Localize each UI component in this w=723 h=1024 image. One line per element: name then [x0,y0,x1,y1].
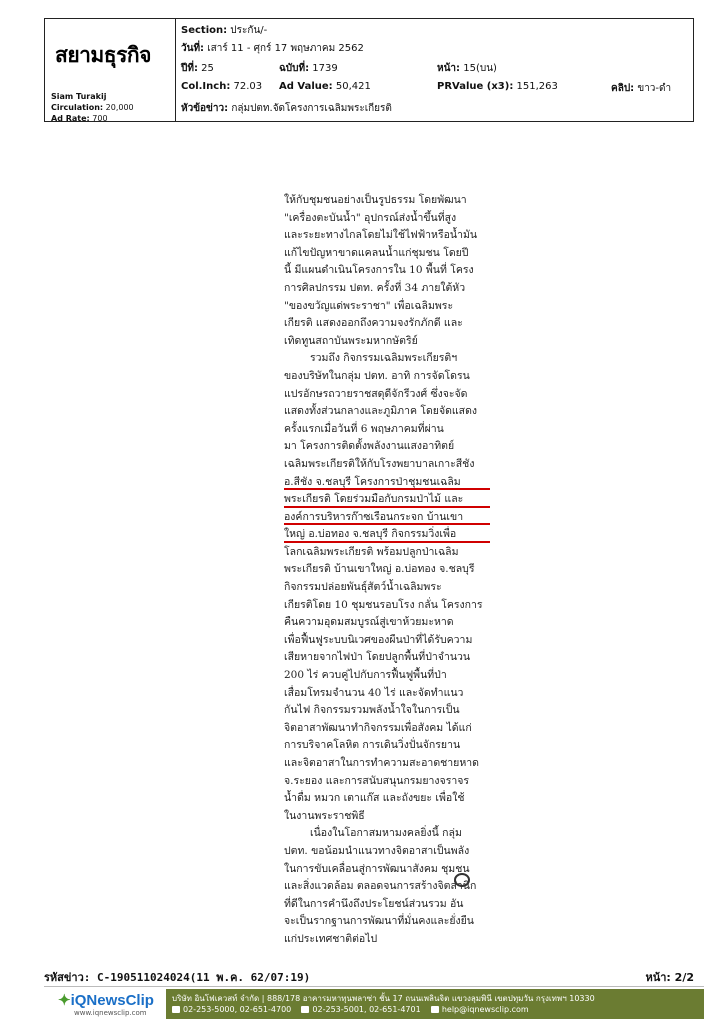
email[interactable]: help@iqnewsclip.com [441,1005,529,1014]
article-line: เกียรติ แสดงออกถึงความจงรักภักดี และ [284,317,463,330]
article-line: การศิลปกรรม ปตท. ครั้งที่ 34 ภายใต้หัว [284,281,466,294]
contact-line [172,1005,529,1014]
fax-icon [301,1006,309,1013]
article-line: เทิดทูนสถาบันพระมหากษัตริย์ [284,334,418,347]
article-line: ครั้งแรกเมื่อวันที่ 6 พฤษภาคมที่ผ่าน [284,422,444,435]
article-line: พระเกียรติ บ้านเขาใหญ่ อ.บ่อทอง จ.ชลบุรี [284,563,475,576]
phone-icon [172,1006,180,1013]
leaf-icon: ✦ [58,992,71,1009]
section-value: ประกัน/- [230,25,268,36]
article-line: ใหญ่ อ.บ่อทอง จ.ชลบุรี กิจกรรมวิ่งเพื่อ [284,526,490,544]
article-line: และจิตอาสาในการทำความสะอาดชายหาด [284,757,479,769]
clip-header [44,18,694,122]
article-line: เพื่อฟื้นฟูระบบนิเวศของผืนป่าที่ได้รับความ [284,633,473,646]
highlight-underline [284,506,490,508]
article-line: ในงานพระราชพิธี [284,809,365,822]
clip-fields: Section: ประกัน/- วันที่: เสาร์ 11 - ศุกร์ 17 พฤษภาคม 2562 ปีที่: 25 ฉบับที่: 1739 หน้า: 15(บน) Col.Inch: 72.03 Ad Value: 50,421 PRValue (x3): 151,263 คลิป: ขาว-ดำ หัวข้อข่าว: กลุ่มปตท.จัดโครงการเฉลิมพระเกียรติ [181,25,672,114]
highlight-underline [284,488,490,490]
year-value: 25 [201,63,214,74]
article-line: แก้ไขปัญหาขาดแคลนน้ำแก่ชุมชน โดยปี [284,246,469,259]
publication-logo: สยามธุรกิจ [55,43,151,67]
article-line: เฉลิมพระเกียรติให้กับโรงพยาบาลเกาะสีชัง [284,457,475,470]
highlight-underline [284,523,490,525]
headline-row: หัวข้อข่าว: กลุ่มปตท.จัดโครงการเฉลิมพระเกียรติ [181,103,392,114]
advalue-value: 50,421 [335,81,371,92]
highlight-underline [284,541,490,543]
article-line: ในการขับเคลื่อนสู่การพัฒนาสังคม ชุมชน [284,862,470,875]
article-line: "เครื่องตะบันน้ำ" อุปกรณ์ส่งน้ำขึ้นที่สูง [284,211,457,224]
colinch-value: 72.03 [233,81,263,92]
publication-name: Siam Turakij [51,92,107,101]
article-line: แสดงทั้งส่วนกลางและภูมิภาค โดยจัดแสดง [284,405,478,418]
article-line: เกียรติโดย 10 ชุมชนรอบโรง กลั่น โครงการ [284,598,483,611]
article-line: จะเป็นรากฐานการพัฒนาที่มั่นคงและยั่งยืน [284,915,474,928]
date-row: วันที่: เสาร์ 11 - ศุกร์ 17 พฤษภาคม 2562 [181,43,364,54]
article-line: พระเกียรติ โดยร่วมมือกับกรมป่าไม้ และ [284,491,490,509]
article-line: 200 ไร่ ควบคู่ไปกับการฟื้นฟูพื้นที่ป่า [284,669,447,682]
article-line: "ของขวัญแด่พระราชา" เพื่อเฉลิมพระ [284,299,454,312]
article-line: เสื่อมโทรมจำนวน 40 ไร่ และจัดทำแนว [284,686,464,699]
mail-icon [431,1006,439,1013]
article-line: อ.สีชัง จ.ชลบุรี โครงการป่าชุมชนเฉลิม [284,474,490,492]
footer-bar [44,986,704,1021]
headline-value: กลุ่มปตท.จัดโครงการเฉลิมพระเกียรติ [231,103,392,114]
article-line: การบริจาคโลหิต การเดินวิ่งปั่นจักรยาน [284,739,461,752]
article-line: จิตอาสาพัฒนาทำกิจกรรมเพื่อสังคม ได้แก่ [284,721,472,734]
article-line: ให้กับชุมชนอย่างเป็นรูปธรรม โดยพัฒนา [284,194,467,206]
prvalue-value: 151,263 [516,81,558,92]
address: บริษัท อินโฟเควสท์ จำกัด | 888/178 อาคารมหาทุนพลาซ่า ชั้น 17 ถนนเพลินจิต แขวงลุมพินี เขตปทุมวัน กรุงเทพฯ 10330 [172,994,595,1003]
article-line: องค์การบริหารก๊าซเรือนกระจก บ้านเขา [284,509,490,527]
article-line: รวมถึง กิจกรรมเฉลิมพระเกียรติฯ [310,352,458,365]
article-line: และสิ่งแวดล้อม ตลอดจนการสร้างจิตสำนึก [284,880,477,893]
article-line: มา โครงการติดตั้งพลังงานแสงอาทิตย์ [284,440,455,453]
article-line: แก่ประเทศชาติต่อไป [284,932,378,945]
article-line: ที่ดีในการคำนึงถึงประโยชน์ส่วนรวม อัน [284,897,464,910]
issue-value: 1739 [312,63,338,74]
article-line: ปตท. ขอน้อมนำแนวทางจิตอาสาเป็นพลัง [284,844,470,857]
article-line: แปรอักษรถวายราชสดุดีจักรีวงศ์ ซึ่งจะจัด [284,387,468,400]
brand-url[interactable]: www.iqnewsclip.com [74,1009,147,1017]
article-body [284,192,490,949]
contact-bar [166,989,704,1019]
article-line: นี้ มีแผนดำเนินโครงการใน 10 พื้นที่ โครง [284,264,474,277]
article-line: เสียหายจากไฟป่า โดยปลูกพื้นที่ป่าจำนวน [284,651,471,664]
article-line: คืนความอุดมสมบูรณ์สู่เขาห้วยมะหาด [284,616,454,629]
article-line: น้ำดื่ม หมวก เตาแก๊ส และถังขยะ เพื่อใช้ [284,792,465,805]
article-line: กันไฟ กิจกรรมรวมพลังน้ำใจในการเป็น [284,704,460,717]
article-line: กิจกรรมปล่อยพันธุ์สัตว์น้ำเฉลิมพระ [284,581,442,594]
article-line: โลกเฉลิมพระเกียรติ พร้อมปลูกป่าเฉลิม [284,545,459,558]
publication-box [45,19,176,121]
circulation-value: 20,000 [105,103,134,112]
article-line: เนื่องในโอกาสมหามงคลยิ่งนี้ กลุ่ม [310,827,462,840]
article-line: ของบริษัทในกลุ่ม ปตท. อาทิ การจัดโดรน [284,369,470,382]
article-line: จ.ระยอง และการสนับสนุนกรมยางจราจร [284,774,470,787]
end-mark-icon [454,873,470,887]
section-row: Section: ประกัน/- [181,25,268,36]
page-value: 15(บน) [463,63,497,74]
page-number: หน้า: 2/2 [645,971,694,984]
publication-meta: Siam Turakij Circulation: 20,000 Ad Rate: 700 [51,92,134,123]
news-id: รหัสข่าว: C-190511024024(11 พ.ค. 62/07:19) [44,971,311,984]
tel: 02-253-5000, 02-651-4700 [183,1005,292,1014]
fax: 02-253-5001, 02-651-4701 [312,1005,421,1014]
date-value: เสาร์ 11 - ศุกร์ 17 พฤษภาคม 2562 [207,43,364,54]
adrate-value: 700 [92,114,108,123]
article-line: และระยะทางไกลโดยไม่ใช้ไฟฟ้าหรือน้ำมัน [284,229,478,242]
brand-logo: ✦iQNewsClip [58,992,154,1009]
clip-value: ขาว-ดำ [637,83,672,94]
